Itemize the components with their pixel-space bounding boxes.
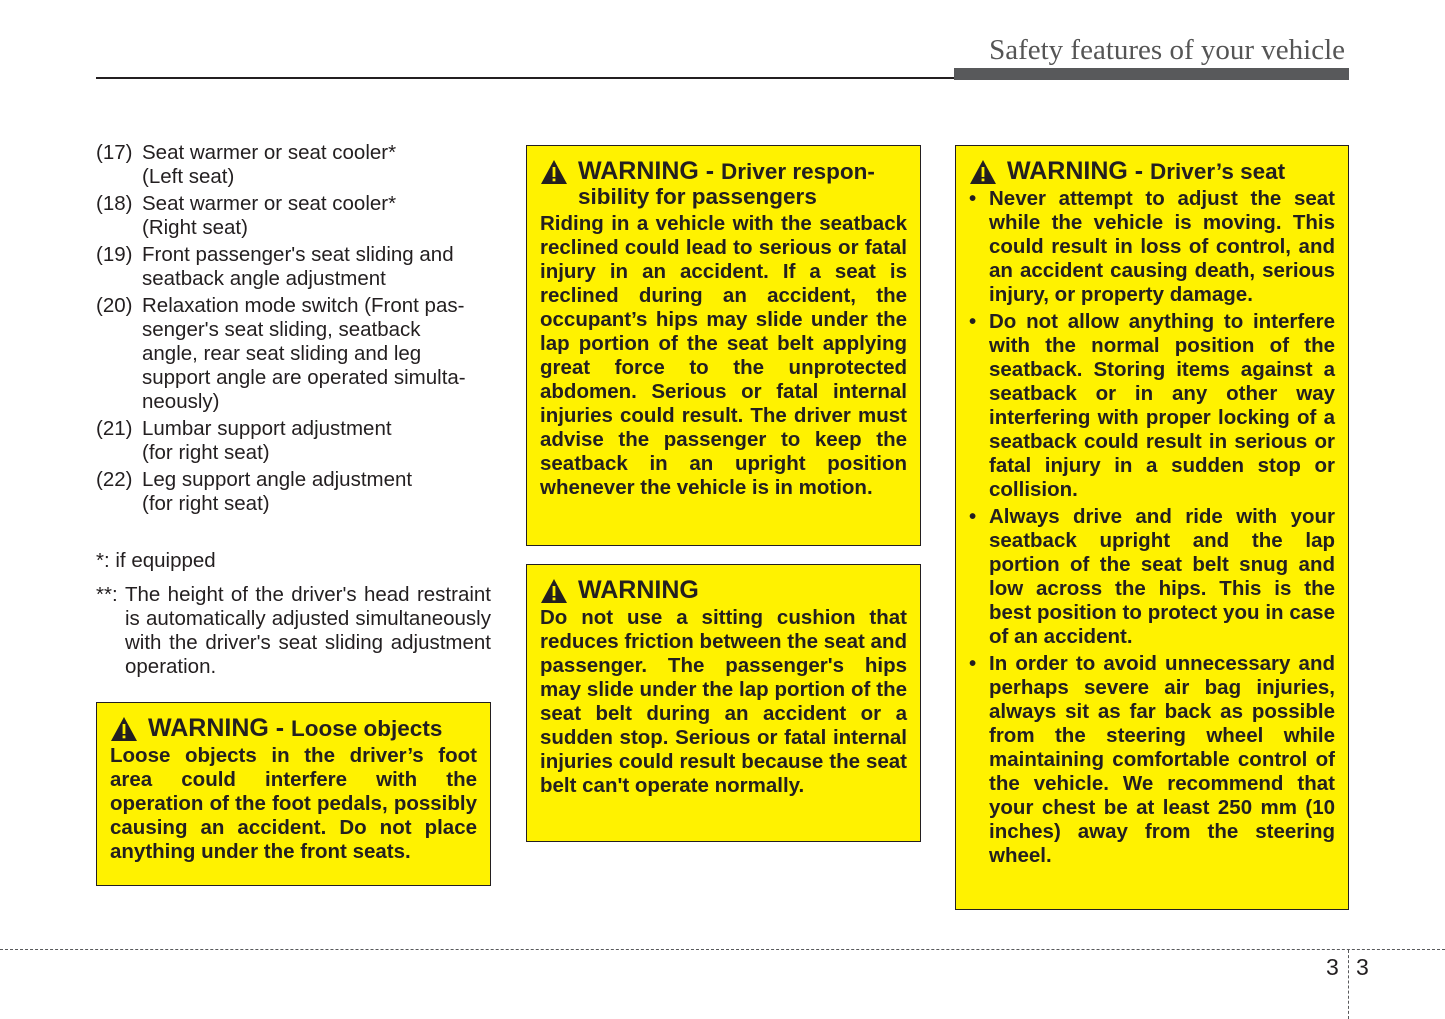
footer-rule xyxy=(0,949,1445,950)
footnote-mark: **: xyxy=(96,583,118,606)
list-item xyxy=(96,468,491,516)
warning-subtitle: Loose objects xyxy=(291,716,443,741)
list-item-number: (18) xyxy=(96,192,133,215)
warning-subtitle: Driver’s seat xyxy=(1150,159,1286,184)
warning-heading xyxy=(969,158,1335,185)
list-item xyxy=(96,141,491,189)
chapter-number: 3 xyxy=(1326,954,1339,980)
list-item-number: (21) xyxy=(96,417,133,440)
bullet-text: Do not allow anything to interfere with the normal position of the seatback. Storing items against a seatback or in any other way interfering with proper locking of a seatback could result in serious or fatal injury in a sudden stop or collision. xyxy=(989,310,1335,501)
header-bar xyxy=(954,68,1349,80)
list-item-text: Seat warmer or seat cooler* (Right seat) xyxy=(142,192,397,239)
warning-heading xyxy=(540,158,907,210)
warning-label: WARNING xyxy=(578,157,699,185)
list-item xyxy=(969,652,1335,868)
list-item xyxy=(969,187,1335,307)
warning-bullet-list xyxy=(969,187,1335,868)
footnote-text: The height of the driver's head restraint is automatically adjusted simultaneously with the driver's seat sliding adjustment operation. xyxy=(125,583,491,678)
control-list xyxy=(96,141,491,519)
list-item xyxy=(969,505,1335,649)
warning-dash: - xyxy=(268,714,292,742)
warning-label: WARNING xyxy=(148,714,269,742)
warning-triangle-icon xyxy=(540,159,568,185)
warning-sitting-cushion xyxy=(526,564,921,842)
warning-drivers-seat xyxy=(955,145,1349,910)
page-number: 3 xyxy=(1356,954,1369,980)
list-item xyxy=(96,192,491,240)
header-rule xyxy=(96,77,954,79)
warning-body: Do not use a sitting cushion that reduces friction between the seat and passenger. The passenger's hips may slide under the lap portion of the seat belt during an accident or a sudden stop. Serious or fatal internal injuries could result because the seat belt can't operate normally. xyxy=(540,606,907,797)
warning-heading xyxy=(540,577,907,604)
page-number-divider xyxy=(1348,950,1349,1019)
bullet-icon: • xyxy=(969,310,977,333)
warning-triangle-icon xyxy=(110,716,138,742)
list-item xyxy=(969,310,1335,502)
warning-subtitle: sibility for passengers xyxy=(578,184,817,209)
warning-dash: - xyxy=(1127,157,1151,185)
warning-label: WARNING xyxy=(578,576,699,604)
list-item xyxy=(96,294,491,414)
list-item-number: (22) xyxy=(96,468,133,491)
list-item xyxy=(96,417,491,465)
warning-triangle-icon xyxy=(969,159,997,185)
list-item-number: (19) xyxy=(96,243,133,266)
warning-heading xyxy=(110,715,477,742)
footnote-head-restraint xyxy=(96,583,491,679)
list-item xyxy=(96,243,491,291)
warning-body: Riding in a vehicle with the seatback reclined could lead to serious or fatal injury in an accident. If a seat is reclined during an accident, the occupant’s hips may slide under the lap portion of the seat belt applying great force to the unprotected abdomen. Serious or fatal internal injuries could result. The driver must advise the passenger to keep the seatback in an upright position whenever the vehicle is in motion. xyxy=(540,212,907,499)
bullet-icon: • xyxy=(969,652,977,675)
bullet-text: Never attempt to adjust the seat while the vehicle is moving. This could result in loss of control, and an accident causing death, serious injury, or property damage. xyxy=(989,187,1335,306)
bullet-text: Always drive and ride with your seatback upright and the lap portion of the seat belt snug and low across the hips. This is the best position to protect you in case of an accident. xyxy=(989,505,1335,648)
warning-driver-responsibility xyxy=(526,145,921,546)
warning-subtitle: Driver respon- xyxy=(721,159,875,184)
warning-dash: - xyxy=(698,157,722,185)
list-item-text: Seat warmer or seat cooler* (Left seat) xyxy=(142,141,397,188)
bullet-text: In order to avoid unnecessary and perhaps severe air bag injuries, always sit as far back as possible from the steering wheel while maintaining comfortable control of the vehicle. We recommend that your chest be at least 250 mm (10 inches) away from the steering wheel. xyxy=(989,652,1335,867)
list-item-number: (20) xyxy=(96,294,133,317)
list-item-text: Leg support angle adjustment (for right seat) xyxy=(142,468,413,515)
footnote-if-equipped: *: if equipped xyxy=(96,549,216,572)
list-item-text: Front passenger's seat sliding and seatback angle adjustment xyxy=(142,243,454,290)
warning-body: Loose objects in the driver’s foot area could interfere with the operation of the foot pedals, possibly causing an accident. Do not place anything under the front seats. xyxy=(110,744,477,863)
list-item-text: Lumbar support adjustment (for right seat) xyxy=(142,417,392,464)
page-header-title: Safety features of your vehicle xyxy=(989,34,1345,66)
warning-label: WARNING xyxy=(1007,157,1128,185)
list-item-text: Relaxation mode switch (Front pas- senger's seat sliding, seatback angle, rear seat sliding and leg support angle are operated simulta- neously) xyxy=(142,294,466,413)
bullet-icon: • xyxy=(969,505,977,528)
list-item-number: (17) xyxy=(96,141,133,164)
warning-triangle-icon xyxy=(540,578,568,604)
bullet-icon: • xyxy=(969,187,977,210)
warning-loose-objects xyxy=(96,702,491,886)
